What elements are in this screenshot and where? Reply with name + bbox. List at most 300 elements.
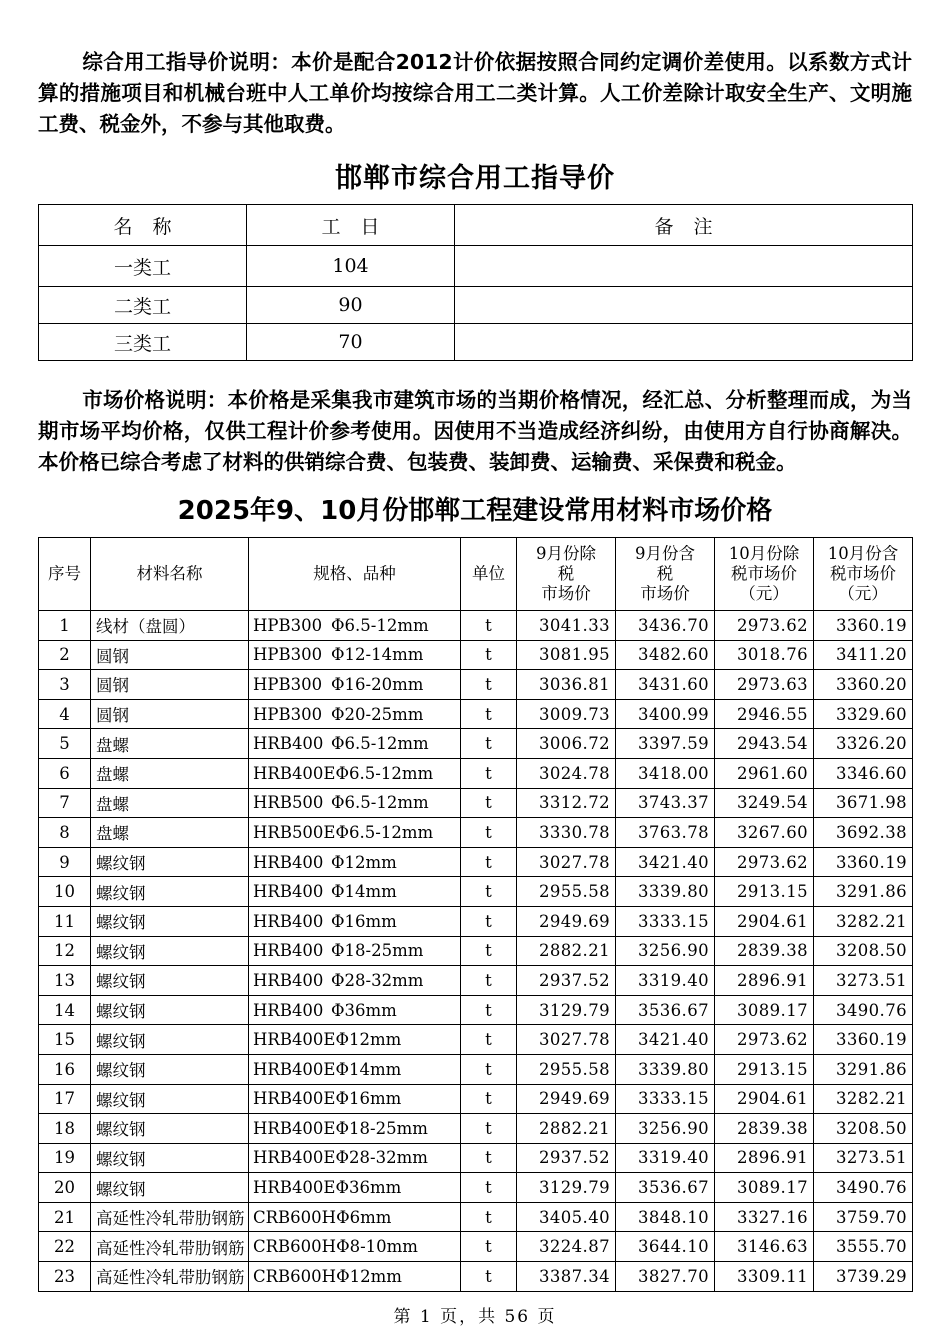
table-row: [39, 1084, 913, 1114]
spec-grade: HRB500: [253, 793, 324, 813]
price-sep-incl-tax: 3482.60: [616, 640, 715, 670]
price-sep-incl-tax: 3436.70: [616, 611, 715, 641]
material-unit: t: [461, 1114, 517, 1144]
row-index: 3: [39, 670, 91, 700]
labor-table-title: 邯郸市综合用工指导价: [335, 163, 615, 194]
price-oct-incl-tax: 3360.19: [814, 1025, 913, 1055]
material-name: 高延性冷轧带肋钢筋: [91, 1232, 249, 1262]
material-spec: [249, 877, 461, 907]
intro-note: [38, 0, 912, 140]
table-row: [39, 729, 913, 759]
price-sep-excl-tax: 3387.34: [517, 1262, 616, 1292]
row-index: 2: [39, 640, 91, 670]
header-line: （元）: [838, 584, 888, 603]
table-row: [39, 1262, 913, 1292]
spec-grade: HRB400E: [253, 1118, 336, 1138]
price-sep-excl-tax: 3405.40: [517, 1202, 616, 1232]
material-spec: [249, 788, 461, 818]
material-name: 盘螺: [91, 788, 249, 818]
material-unit: t: [461, 1232, 517, 1262]
material-name: 螺纹钢: [91, 995, 249, 1025]
header-line: 税市场价: [830, 564, 896, 583]
row-index: 14: [39, 995, 91, 1025]
row-index: 22: [39, 1232, 91, 1262]
price-oct-excl-tax: 2904.61: [715, 1084, 814, 1114]
price-oct-incl-tax: 3360.19: [814, 847, 913, 877]
price-oct-excl-tax: 2973.62: [715, 611, 814, 641]
row-index: 19: [39, 1143, 91, 1173]
price-oct-excl-tax: 3018.76: [715, 640, 814, 670]
price-sep-incl-tax: 3339.80: [616, 877, 715, 907]
price-sep-incl-tax: 3256.90: [616, 936, 715, 966]
material-spec: [249, 936, 461, 966]
spec-dimension: Φ12mm: [336, 1266, 402, 1286]
spec-grade: HPB300: [253, 645, 323, 665]
header-line: 9月份含: [635, 544, 695, 563]
spec-grade: HPB300: [253, 674, 323, 694]
labor-note: [455, 246, 913, 287]
material-unit: t: [461, 818, 517, 848]
row-index: 10: [39, 877, 91, 907]
price-sep-incl-tax: 3333.15: [616, 1084, 715, 1114]
material-name: 螺纹钢: [91, 1143, 249, 1173]
labor-name: 一类工: [39, 246, 247, 287]
price-oct-incl-tax: 3291.86: [814, 877, 913, 907]
spec-dimension: Φ6mm: [336, 1207, 392, 1227]
price-sep-excl-tax: 3006.72: [517, 729, 616, 759]
price-oct-excl-tax: 2973.63: [715, 670, 814, 700]
table-row: [39, 1173, 913, 1203]
material-name: 盘螺: [91, 729, 249, 759]
spec-grade: HPB300: [253, 615, 323, 635]
spec-dimension: Φ16mm: [335, 1089, 402, 1109]
spec-dimension: Φ12mm: [335, 1030, 402, 1050]
spec-dimension: Φ14mm: [331, 882, 397, 902]
spec-dimension: Φ28-32mm: [335, 1148, 428, 1168]
row-index: 11: [39, 906, 91, 936]
price-oct-excl-tax: 2896.91: [715, 966, 814, 996]
material-unit: t: [461, 906, 517, 936]
price-sep-excl-tax: 2955.58: [517, 1054, 616, 1084]
spec-grade: HRB400E: [253, 1030, 336, 1050]
material-unit: t: [461, 788, 517, 818]
header-line: 9月份除: [536, 544, 596, 563]
table-row: [39, 246, 913, 287]
material-name: 螺纹钢: [91, 1025, 249, 1055]
spec-grade: CRB600H: [253, 1266, 337, 1286]
table-row: [39, 699, 913, 729]
price-sep-excl-tax: 2937.52: [517, 966, 616, 996]
table-row: [39, 1202, 913, 1232]
header-spec: 规格、品种: [249, 538, 461, 611]
price-oct-excl-tax: 2961.60: [715, 758, 814, 788]
price-sep-excl-tax: 2937.52: [517, 1143, 616, 1173]
material-unit: t: [461, 1084, 517, 1114]
price-oct-incl-tax: 3490.76: [814, 995, 913, 1025]
row-index: 5: [39, 729, 91, 759]
material-name: 圆钢: [91, 640, 249, 670]
price-oct-incl-tax: 3282.21: [814, 1084, 913, 1114]
price-oct-excl-tax: 2839.38: [715, 936, 814, 966]
material-spec: [249, 758, 461, 788]
header-unit: 单位: [461, 538, 517, 611]
price-oct-incl-tax: 3329.60: [814, 699, 913, 729]
price-sep-excl-tax: 2882.21: [517, 1114, 616, 1144]
material-table-header-row: [39, 538, 913, 611]
price-sep-excl-tax: 2949.69: [517, 906, 616, 936]
spec-grade: CRB600H: [253, 1237, 337, 1257]
price-sep-excl-tax: 3024.78: [517, 758, 616, 788]
material-spec: [249, 818, 461, 848]
material-spec: [249, 1054, 461, 1084]
page-footer: 第 1 页，共 56 页: [393, 1306, 557, 1327]
material-table-body: [39, 611, 913, 1292]
spec-dimension: Φ6.5-12mm: [335, 763, 434, 783]
header-index: 序号: [39, 538, 91, 611]
price-oct-excl-tax: 3309.11: [715, 1262, 814, 1292]
header-line: （元）: [739, 584, 789, 603]
row-index: 18: [39, 1114, 91, 1144]
spec-dimension: Φ12mm: [331, 852, 397, 872]
material-spec: [249, 670, 461, 700]
table-row: [39, 847, 913, 877]
spec-grade: HRB400E: [253, 1089, 336, 1109]
header-line: 税市场价: [731, 564, 797, 583]
price-oct-incl-tax: 3326.20: [814, 729, 913, 759]
row-index: 7: [39, 788, 91, 818]
material-name: 盘螺: [91, 818, 249, 848]
material-spec: [249, 611, 461, 641]
material-spec: [249, 1114, 461, 1144]
material-unit: t: [461, 1143, 517, 1173]
table-row: [39, 611, 913, 641]
row-index: 13: [39, 966, 91, 996]
material-name: 螺纹钢: [91, 1084, 249, 1114]
price-sep-excl-tax: 3027.78: [517, 1025, 616, 1055]
price-oct-incl-tax: 3291.86: [814, 1054, 913, 1084]
row-index: 16: [39, 1054, 91, 1084]
price-oct-excl-tax: 3327.16: [715, 1202, 814, 1232]
material-spec: [249, 1232, 461, 1262]
material-spec: [249, 906, 461, 936]
labor-day: 90: [247, 287, 455, 324]
table-row: [39, 818, 913, 848]
price-sep-excl-tax: 3081.95: [517, 640, 616, 670]
price-sep-incl-tax: 3743.37: [616, 788, 715, 818]
spec-grade: HPB300: [253, 704, 323, 724]
row-index: 23: [39, 1262, 91, 1292]
price-oct-excl-tax: 2913.15: [715, 877, 814, 907]
material-unit: t: [461, 1025, 517, 1055]
material-price-table: [38, 537, 913, 1292]
spec-dimension: Φ6.5-12mm: [335, 822, 434, 842]
material-name: 螺纹钢: [91, 1114, 249, 1144]
price-oct-excl-tax: 2946.55: [715, 699, 814, 729]
price-sep-incl-tax: 3397.59: [616, 729, 715, 759]
material-unit: t: [461, 936, 517, 966]
price-sep-incl-tax: 3431.60: [616, 670, 715, 700]
spec-dimension: Φ6.5-12mm: [331, 734, 429, 754]
table-row: [39, 1025, 913, 1055]
header-oct-incl-tax: [814, 538, 913, 611]
row-index: 6: [39, 758, 91, 788]
spec-dimension: Φ14mm: [335, 1059, 402, 1079]
spec-dimension: Φ18-25mm: [335, 1118, 428, 1138]
price-oct-excl-tax: 3267.60: [715, 818, 814, 848]
price-sep-incl-tax: 3400.99: [616, 699, 715, 729]
material-unit: t: [461, 877, 517, 907]
labor-table-header-row: [39, 205, 913, 246]
material-unit: t: [461, 758, 517, 788]
material-unit: t: [461, 640, 517, 670]
spec-grade: HRB500E: [253, 822, 336, 842]
material-spec: [249, 699, 461, 729]
material-name: 螺纹钢: [91, 966, 249, 996]
price-oct-excl-tax: 2943.54: [715, 729, 814, 759]
material-unit: t: [461, 611, 517, 641]
spec-dimension: Φ12-14mm: [331, 645, 424, 665]
material-table-title: 2025年9、10月份邯郸工程建设常用材料市场价格: [177, 496, 773, 526]
price-sep-excl-tax: 2955.58: [517, 877, 616, 907]
table-row: [39, 1143, 913, 1173]
table-row: [39, 640, 913, 670]
price-oct-incl-tax: 3346.60: [814, 758, 913, 788]
material-unit: t: [461, 1202, 517, 1232]
price-oct-excl-tax: 3089.17: [715, 1173, 814, 1203]
spec-dimension: Φ16mm: [331, 911, 397, 931]
material-spec: [249, 1084, 461, 1114]
material-unit: t: [461, 847, 517, 877]
price-sep-excl-tax: 3129.79: [517, 995, 616, 1025]
price-oct-incl-tax: 3555.70: [814, 1232, 913, 1262]
spec-grade: CRB600H: [253, 1207, 337, 1227]
table-row: [39, 936, 913, 966]
labor-name: 三类工: [39, 324, 247, 361]
material-unit: t: [461, 1054, 517, 1084]
table-row: [39, 287, 913, 324]
price-oct-excl-tax: 3146.63: [715, 1232, 814, 1262]
price-sep-incl-tax: 3339.80: [616, 1054, 715, 1084]
material-name: 盘螺: [91, 758, 249, 788]
material-name: 螺纹钢: [91, 877, 249, 907]
market-price-note: [38, 361, 912, 478]
market-note-text: 市场价格说明：本价格是采集我市建筑市场的当期价格情况，经汇总、分析整理而成，为当期市场平均价格，仅供工程计价参考使用。因使用不当造成经济纠纷，由使用方自行协商解决。本价格已综合考虑了材料的供销综合费、包装费、装卸费、运输费、采保费和税金。: [38, 388, 912, 474]
table-row: [39, 995, 913, 1025]
row-index: 15: [39, 1025, 91, 1055]
price-sep-excl-tax: 3009.73: [517, 699, 616, 729]
material-spec: [249, 640, 461, 670]
price-sep-incl-tax: 3644.10: [616, 1232, 715, 1262]
spec-grade: HRB400: [253, 1000, 324, 1020]
price-oct-incl-tax: 3282.21: [814, 906, 913, 936]
row-index: 8: [39, 818, 91, 848]
price-sep-excl-tax: 3041.33: [517, 611, 616, 641]
header-sep-excl-tax: [517, 538, 616, 611]
price-oct-incl-tax: 3208.50: [814, 1114, 913, 1144]
row-index: 17: [39, 1084, 91, 1114]
spec-dimension: Φ16-20mm: [331, 674, 424, 694]
price-sep-incl-tax: 3256.90: [616, 1114, 715, 1144]
material-spec: [249, 1025, 461, 1055]
material-spec: [249, 966, 461, 996]
material-spec: [249, 1202, 461, 1232]
material-name: 螺纹钢: [91, 1054, 249, 1084]
price-sep-incl-tax: 3319.40: [616, 1143, 715, 1173]
price-sep-incl-tax: 3421.40: [616, 847, 715, 877]
spec-dimension: Φ6.5-12mm: [331, 793, 429, 813]
price-sep-incl-tax: 3536.67: [616, 995, 715, 1025]
price-sep-excl-tax: 3129.79: [517, 1173, 616, 1203]
header-line: 市场价: [640, 584, 690, 603]
table-row: [39, 1114, 913, 1144]
spec-dimension: Φ36mm: [335, 1178, 402, 1198]
spec-grade: HRB400E: [253, 1148, 336, 1168]
price-sep-incl-tax: 3421.40: [616, 1025, 715, 1055]
spec-dimension: Φ6.5-12mm: [331, 615, 429, 635]
price-oct-excl-tax: 2913.15: [715, 1054, 814, 1084]
price-sep-excl-tax: 3330.78: [517, 818, 616, 848]
spec-grade: HRB400: [253, 734, 324, 754]
material-name: 高延性冷轧带肋钢筋: [91, 1262, 249, 1292]
material-spec: [249, 1173, 461, 1203]
material-name: 螺纹钢: [91, 936, 249, 966]
header-line: 10月份含: [827, 544, 899, 563]
material-name: 圆钢: [91, 670, 249, 700]
spec-dimension: Φ36mm: [331, 1000, 397, 1020]
table-row: [39, 966, 913, 996]
intro-note-text: 综合用工指导价说明：本价是配合2012计价依据按照合同约定调价差使用。以系数方式计算的措施项目和机械台班中人工单价均按综合用工二类计算。人工价差除计取安全生产、文明施工费、税金外，不参与其他取费。: [38, 50, 912, 136]
material-name: 螺纹钢: [91, 1173, 249, 1203]
labor-day: 104: [247, 246, 455, 287]
material-name: 螺纹钢: [91, 906, 249, 936]
price-oct-excl-tax: 2896.91: [715, 1143, 814, 1173]
spec-dimension: Φ28-32mm: [331, 970, 424, 990]
row-index: 1: [39, 611, 91, 641]
price-sep-incl-tax: 3333.15: [616, 906, 715, 936]
row-index: 4: [39, 699, 91, 729]
price-oct-incl-tax: 3692.38: [814, 818, 913, 848]
material-spec: [249, 995, 461, 1025]
price-oct-excl-tax: 2839.38: [715, 1114, 814, 1144]
table-row: [39, 1232, 913, 1262]
table-row: [39, 324, 913, 361]
table-row: [39, 670, 913, 700]
price-oct-incl-tax: 3759.70: [814, 1202, 913, 1232]
labor-header-name: 名 称: [39, 205, 247, 246]
material-unit: t: [461, 729, 517, 759]
material-unit: t: [461, 1262, 517, 1292]
labor-day: 70: [247, 324, 455, 361]
price-oct-incl-tax: 3739.29: [814, 1262, 913, 1292]
price-oct-excl-tax: 3089.17: [715, 995, 814, 1025]
price-oct-incl-tax: 3273.51: [814, 966, 913, 996]
labor-guidance-table: [38, 204, 913, 361]
labor-note: [455, 324, 913, 361]
price-oct-excl-tax: 3249.54: [715, 788, 814, 818]
material-unit: t: [461, 699, 517, 729]
header-line: 10月份除: [728, 544, 800, 563]
spec-dimension: Φ8-10mm: [336, 1237, 418, 1257]
labor-note: [455, 287, 913, 324]
table-row: [39, 877, 913, 907]
labor-header-day: 工 日: [247, 205, 455, 246]
price-oct-excl-tax: 2973.62: [715, 1025, 814, 1055]
material-name: 螺纹钢: [91, 847, 249, 877]
price-oct-excl-tax: 2904.61: [715, 906, 814, 936]
material-unit: t: [461, 670, 517, 700]
material-unit: t: [461, 995, 517, 1025]
row-index: 12: [39, 936, 91, 966]
row-index: 21: [39, 1202, 91, 1232]
price-sep-incl-tax: 3763.78: [616, 818, 715, 848]
price-sep-excl-tax: 3312.72: [517, 788, 616, 818]
spec-grade: HRB400: [253, 911, 324, 931]
spec-dimension: Φ18-25mm: [331, 941, 424, 961]
price-oct-incl-tax: 3208.50: [814, 936, 913, 966]
price-sep-excl-tax: 3224.87: [517, 1232, 616, 1262]
material-spec: [249, 847, 461, 877]
spec-dimension: Φ20-25mm: [331, 704, 424, 724]
spec-grade: HRB400E: [253, 763, 336, 783]
row-index: 20: [39, 1173, 91, 1203]
header-sep-incl-tax: [616, 538, 715, 611]
labor-header-note: 备 注: [455, 205, 913, 246]
price-oct-incl-tax: 3360.19: [814, 611, 913, 641]
price-sep-excl-tax: 2949.69: [517, 1084, 616, 1114]
row-index: 9: [39, 847, 91, 877]
material-spec: [249, 729, 461, 759]
header-line: 市场价: [541, 584, 591, 603]
table-row: [39, 758, 913, 788]
price-oct-incl-tax: 3411.20: [814, 640, 913, 670]
header-oct-excl-tax: [715, 538, 814, 611]
price-oct-incl-tax: 3671.98: [814, 788, 913, 818]
price-oct-excl-tax: 2973.62: [715, 847, 814, 877]
price-sep-incl-tax: 3418.00: [616, 758, 715, 788]
table-row: [39, 906, 913, 936]
table-row: [39, 1054, 913, 1084]
price-sep-incl-tax: 3319.40: [616, 966, 715, 996]
price-oct-incl-tax: 3490.76: [814, 1173, 913, 1203]
price-sep-incl-tax: 3848.10: [616, 1202, 715, 1232]
header-line: 税: [557, 564, 575, 583]
price-sep-excl-tax: 3027.78: [517, 847, 616, 877]
material-name: 线材（盘圆）: [91, 611, 249, 641]
price-sep-excl-tax: 3036.81: [517, 670, 616, 700]
spec-grade: HRB400: [253, 941, 324, 961]
price-oct-incl-tax: 3273.51: [814, 1143, 913, 1173]
material-spec: [249, 1262, 461, 1292]
material-spec: [249, 1143, 461, 1173]
price-sep-incl-tax: 3536.67: [616, 1173, 715, 1203]
header-line: 税: [656, 564, 674, 583]
spec-grade: HRB400: [253, 852, 324, 872]
spec-grade: HRB400: [253, 970, 324, 990]
material-name: 高延性冷轧带肋钢筋: [91, 1202, 249, 1232]
spec-grade: HRB400E: [253, 1059, 336, 1079]
price-oct-incl-tax: 3360.20: [814, 670, 913, 700]
spec-grade: HRB400E: [253, 1178, 336, 1198]
material-unit: t: [461, 966, 517, 996]
header-material-name: 材料名称: [91, 538, 249, 611]
material-unit: t: [461, 1173, 517, 1203]
labor-name: 二类工: [39, 287, 247, 324]
table-row: [39, 788, 913, 818]
material-name: 圆钢: [91, 699, 249, 729]
spec-grade: HRB400: [253, 882, 324, 902]
price-sep-incl-tax: 3827.70: [616, 1262, 715, 1292]
price-sep-excl-tax: 2882.21: [517, 936, 616, 966]
